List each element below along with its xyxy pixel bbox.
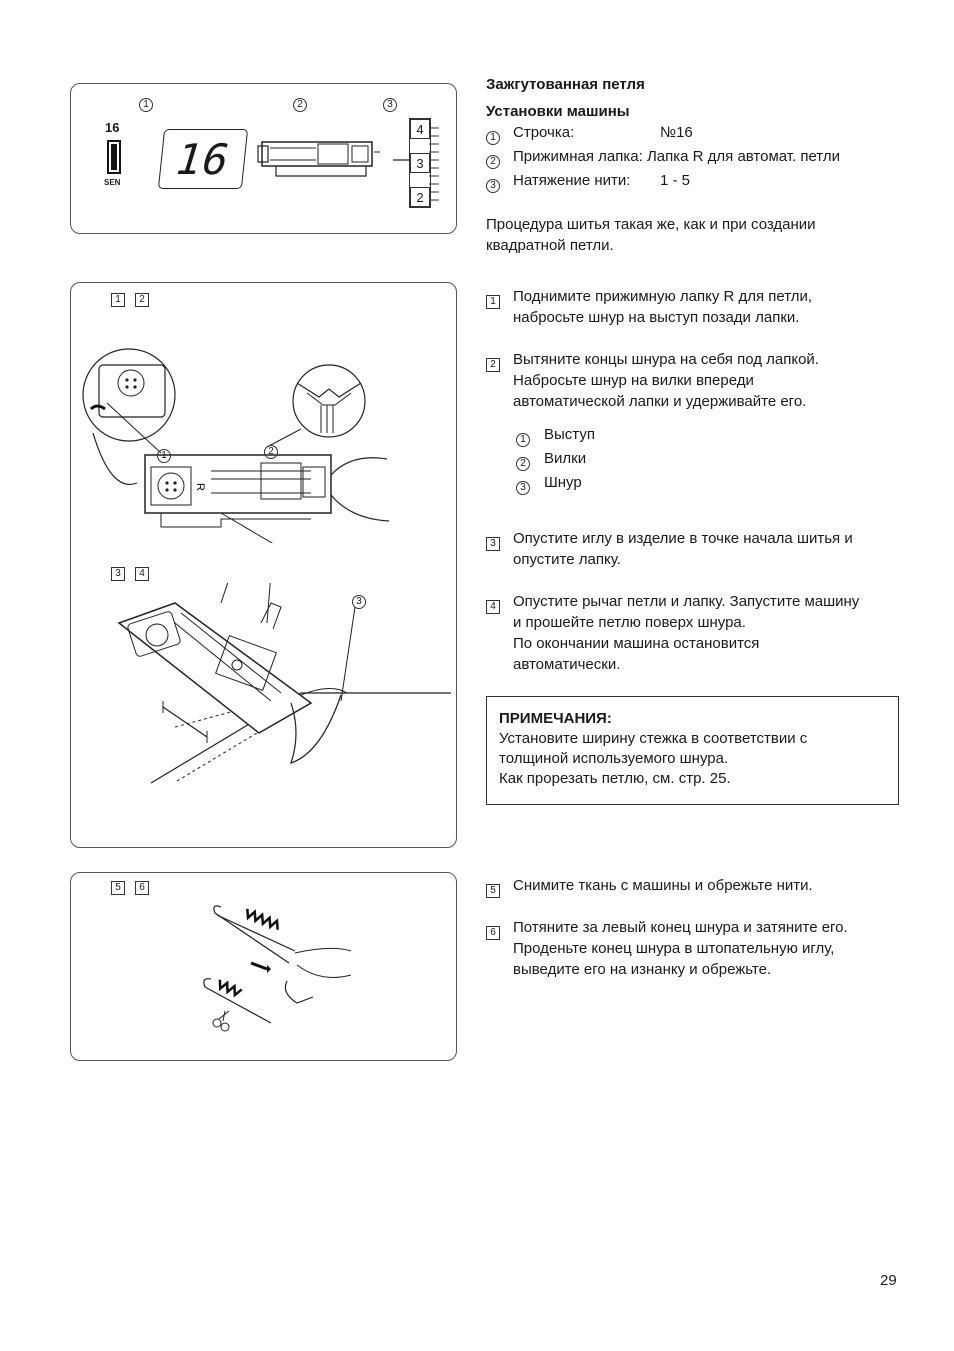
step-number: 3: [486, 537, 500, 551]
cord-placement-figure: [70, 282, 457, 848]
callout-marker-2: 2: [293, 98, 307, 112]
setting-row: [486, 170, 901, 194]
setting-row: [486, 146, 901, 170]
callout-forks: 2: [264, 445, 278, 459]
step-line: Снимите ткань с машины и обрежьте нити.: [513, 877, 813, 894]
lcd-display: 16: [158, 129, 248, 189]
step-line: Проденьте конец шнура в штопательную иглу,: [513, 940, 835, 957]
step-line: Набросьте шнур на вилки впереди: [513, 372, 754, 389]
setting-number: 3: [486, 179, 500, 193]
step-line: автоматической лапки и удерживайте его.: [513, 393, 807, 410]
intro-line: Процедура шитья такая же, как и при создании: [486, 216, 816, 233]
pull-cord-illustration: [171, 893, 371, 1043]
notes-title: ПРИМЕЧАНИЯ:: [499, 710, 612, 727]
foot-letter: R: [194, 483, 206, 491]
stitch-number: 16: [105, 120, 120, 135]
presser-foot-r-icon: [256, 134, 381, 184]
step-line: Поднимите прижимную лапку R для петли,: [513, 288, 813, 305]
step-3: [486, 528, 901, 570]
step-6: [486, 917, 901, 980]
setting-value: 1 - 5: [660, 172, 691, 189]
note-line: Установите ширину стежка в соответствии с: [499, 730, 808, 747]
step-4: [486, 591, 901, 675]
step-line: опустите лапку.: [513, 551, 621, 568]
sewing-buttonhole-illustration: [71, 583, 456, 843]
step-line: набросьте шнур на выступ позади лапки.: [513, 309, 800, 326]
step-line: Опустите иглу в изделие в точке начала шитья и: [513, 530, 853, 547]
step-5: [486, 875, 901, 899]
dial-value: 4: [410, 119, 430, 139]
section-title: Зажгутованная петля: [486, 76, 645, 93]
step-line: Опустите рычаг петли и лапку. Запустите машину: [513, 593, 860, 610]
parts-legend: [516, 424, 816, 496]
part-label: Шнур: [544, 474, 582, 491]
setting-key: Натяжение нити:: [513, 172, 631, 189]
note-line: Как прорезать петлю, см. стр. 25.: [499, 770, 731, 787]
page-number: 29: [880, 1272, 897, 1289]
section-header: [486, 74, 901, 194]
part-label: Вилки: [544, 450, 587, 467]
settings-list: [486, 122, 901, 194]
setting-number: 2: [486, 155, 500, 169]
step-marker-4: 4: [135, 567, 149, 581]
setting-key: Прижимная лапка:: [513, 148, 643, 165]
step-number: 2: [486, 358, 500, 372]
intro-paragraph: [486, 214, 901, 256]
settings-heading: Установки машины: [486, 103, 630, 120]
step-2: [486, 349, 901, 412]
note-line: толщиной используемого шнура.: [499, 750, 729, 767]
buttonhole-stitch-icon: [107, 140, 121, 174]
step-line: выведите его на изнанку и обрежьте.: [513, 961, 772, 978]
stitch-label: SEN: [104, 178, 121, 187]
callout-protrusion: 1: [157, 449, 171, 463]
dial-value: 2: [410, 187, 430, 207]
step-marker-1: 1: [111, 293, 125, 307]
step-1: [486, 286, 901, 328]
tension-dial: [409, 118, 431, 208]
part-number: 2: [516, 457, 530, 471]
step-marker-6: 6: [135, 881, 149, 895]
step-line: Вытяните концы шнура на себя под лапкой.: [513, 351, 819, 368]
step-number: 6: [486, 926, 500, 940]
callout-marker-1: 1: [139, 98, 153, 112]
dial-value-current: 3: [410, 153, 430, 173]
callout-cord: 3: [352, 595, 366, 609]
intro-line: квадратной петли.: [486, 237, 614, 254]
setting-number: 1: [486, 131, 500, 145]
notes-box: [486, 696, 899, 805]
part-number: 1: [516, 433, 530, 447]
step-marker-2: 2: [135, 293, 149, 307]
step-marker-5: 5: [111, 881, 125, 895]
setting-key: Строчка:: [513, 124, 575, 141]
step-line: По окончании машина остановится: [513, 635, 760, 652]
step-marker-3: 3: [111, 567, 125, 581]
step-number: 1: [486, 295, 500, 309]
setting-row: [486, 122, 901, 146]
setting-value: №16: [660, 124, 693, 141]
callout-marker-3: 3: [383, 98, 397, 112]
buttonhole-foot-illustration: [71, 343, 456, 543]
step-number: 5: [486, 884, 500, 898]
step-number: 4: [486, 600, 500, 614]
step-line: Потяните за левый конец шнура и затяните его.: [513, 919, 848, 936]
dial-ridges: [429, 124, 441, 204]
finishing-figure: [70, 872, 457, 1061]
part-number: 3: [516, 481, 530, 495]
setting-value: Лапка R для автомат. петли: [646, 148, 840, 165]
machine-settings-figure: [70, 83, 457, 234]
part-label: Выступ: [544, 426, 595, 443]
step-line: автоматически.: [513, 656, 621, 673]
step-line: и прошейте петлю поверх шнура.: [513, 614, 746, 631]
